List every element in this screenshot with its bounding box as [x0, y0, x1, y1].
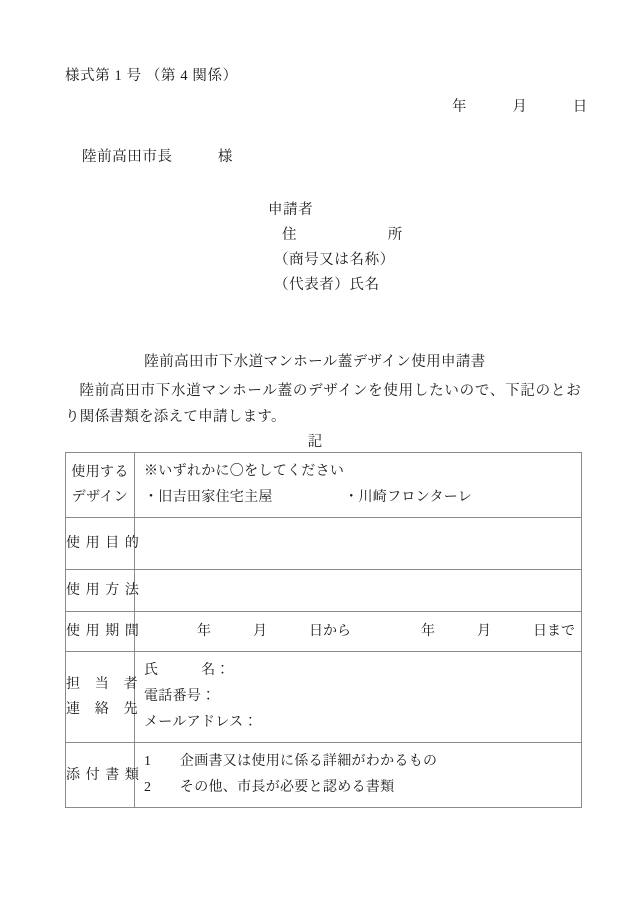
- row-content-method[interactable]: [135, 570, 582, 612]
- row-label-line: 担 当 者: [66, 677, 138, 692]
- application-table: [65, 452, 582, 808]
- form-number: 様式第 1 号 （第 4 関係）: [65, 68, 238, 84]
- row-label-line: デザイン: [71, 490, 129, 505]
- row-content-line: 電話番号：: [144, 689, 216, 704]
- row-content-design[interactable]: [135, 453, 582, 518]
- applicant-representative-label: （代表者）氏名: [274, 277, 380, 293]
- table-row-attachments: [66, 743, 582, 808]
- applicant-heading: 申請者: [268, 202, 314, 218]
- row-label-line: 使 用 目 的: [66, 536, 139, 551]
- applicant-address-label: 住 所: [282, 227, 403, 243]
- row-content-wrap: [135, 743, 581, 807]
- row-content-line: メールアドレス：: [144, 715, 258, 730]
- row-content-line: 2 その他、市長が必要と認める書類: [144, 780, 395, 795]
- row-label-design: [66, 453, 135, 518]
- row-content-line: 1 企画書又は使用に係る詳細がわかるもの: [144, 754, 438, 769]
- row-label-period: [66, 612, 139, 652]
- row-content-wrap: [135, 619, 581, 645]
- row-content-line: ・旧吉田家住宅主屋 ・川崎フロンターレ: [144, 490, 473, 505]
- table-row-purpose: [66, 518, 582, 570]
- row-content-wrap: [135, 652, 581, 742]
- table-row-contact: [66, 652, 582, 743]
- applicant-block: [268, 198, 403, 298]
- row-label-line: 使 用 方 法: [66, 583, 139, 598]
- row-content-wrap: [135, 453, 581, 517]
- date-line: 年 月 日: [452, 99, 588, 115]
- row-label-line: 使 用 期 間: [66, 624, 139, 639]
- row-content-line: 氏 名：: [144, 663, 230, 678]
- row-content-period[interactable]: [135, 612, 582, 652]
- row-content-contact[interactable]: [135, 652, 582, 743]
- document-body: 陸前高田市下水道マンホール蓋のデザインを使用したいので、下記のとおり関係書類を添えて申請します。: [65, 383, 581, 425]
- row-label-line: 使用する: [71, 465, 129, 480]
- row-content-purpose[interactable]: [135, 518, 582, 570]
- row-content-wrap: [135, 538, 581, 550]
- row-label-method: [66, 570, 139, 612]
- row-label-attachments: [66, 743, 139, 808]
- row-label-line: 添 付 書 類: [66, 767, 139, 783]
- row-content-line: ※いずれかに〇をしてください: [144, 464, 345, 479]
- row-label-purpose: [66, 518, 139, 570]
- row-label-line: 連 絡 先: [66, 702, 138, 717]
- addressee-line: 陸前高田市長 様: [82, 149, 233, 165]
- applicant-company-label: （商号又は名称）: [274, 252, 395, 268]
- application-table-body: [66, 453, 582, 808]
- ki-mark: 記: [307, 434, 323, 450]
- table-row-method: [66, 570, 582, 612]
- row-content-attachments[interactable]: [135, 743, 582, 808]
- document-title: 陸前高田市下水道マンホール蓋デザイン使用申請書: [144, 354, 486, 370]
- table-row-design: [66, 453, 582, 518]
- row-content-wrap: [135, 585, 581, 597]
- row-content-line: 年 月 日から 年 月 日まで: [197, 623, 575, 639]
- row-label-contact: [66, 652, 138, 743]
- table-row-period: [66, 612, 582, 652]
